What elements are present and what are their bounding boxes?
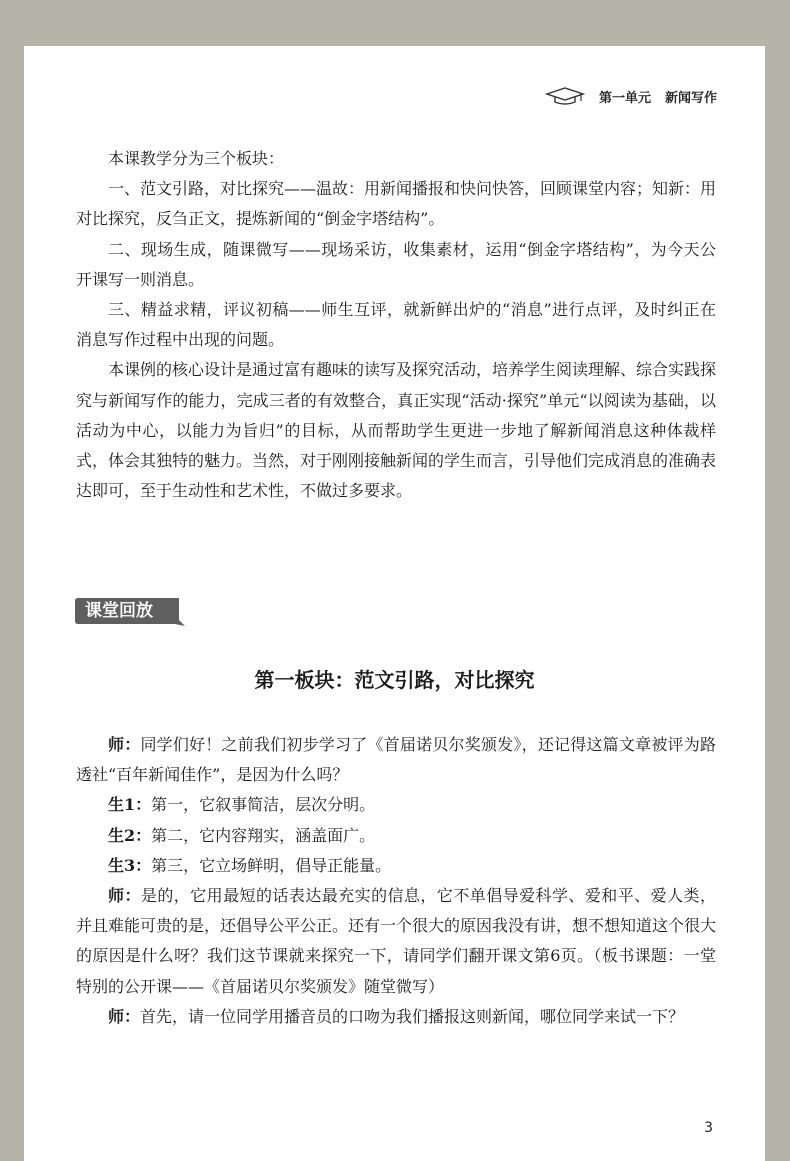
dialogue-line xyxy=(76,1002,716,1032)
dialogue-line xyxy=(76,851,716,881)
dialogue-line xyxy=(76,881,716,1002)
utterance: 第一，它叙事简洁，层次分明。 xyxy=(151,795,376,815)
speaker: 生3： xyxy=(108,855,152,875)
running-header xyxy=(545,86,717,106)
section-tag xyxy=(75,598,165,624)
speaker: 生1： xyxy=(108,795,152,815)
block-title: 第一板块：范文引路，对比探究 xyxy=(254,668,535,692)
dialogue xyxy=(76,730,716,1032)
utterance: 第二，它内容翔实，涵盖面广。 xyxy=(151,825,376,845)
dialogue-line xyxy=(76,821,716,851)
utterance: 同学们好！之前我们初步学习了《首届诺贝尔奖颁发》，还记得这篇文章被评为路透社“百年新闻佳作”，是因为什么吗？ xyxy=(76,735,716,785)
intro-paragraph: 二、现场生成，随课微写——现场采访，收集素材，运用“倒金字塔结构”，为今天公开课写一则消息。 xyxy=(76,239,716,289)
section-tag-label: 课堂回放 xyxy=(85,601,153,621)
dialogue-line xyxy=(76,730,716,790)
unit-label: 第一单元 xyxy=(598,90,651,106)
graduation-cap-icon xyxy=(545,86,585,106)
intro-text xyxy=(76,144,716,506)
intro-paragraph: 本课教学分为三个板块： xyxy=(108,149,285,168)
topic-label: 新闻写作 xyxy=(664,90,717,106)
page-number: 3 xyxy=(704,1120,713,1136)
intro-paragraph: 本课例的核心设计是通过富有趣味的读写及探究活动，培养学生阅读理解、综合实践探究与新闻写作的能力，完成三者的有效整合，真正实现“活动·探究”单元“以阅读为基础，以活动为中心，以能力为旨归”的目标，从而帮助学生更进一步地了解新闻消息这种体裁样式，体会其独特的魅力。当然，对于刚刚接触新闻的学生而言，引导他们完成消息的准确表达即可，至于生动性和艺术性，不做过多要求。 xyxy=(76,360,717,501)
dialogue-line xyxy=(76,790,716,820)
intro-paragraph: 三、精益求精，评议初稿——师生互评，就新鲜出炉的“消息”进行点评，及时纠正在消息写作过程中出现的问题。 xyxy=(76,300,716,350)
speaker: 生2： xyxy=(108,825,152,845)
utterance: 首先，请一位同学用播音员的口吻为我们播报这则新闻，哪位同学来试一下？ xyxy=(140,1006,685,1026)
intro-paragraph: 一、范文引路，对比探究——温故：用新闻播报和快问快答，回顾课堂内容；知新：用对比探究，反刍正文，提炼新闻的“倒金字塔结构”。 xyxy=(76,179,717,229)
utterance: 第三，它立场鲜明，倡导正能量。 xyxy=(151,855,392,875)
speaker: 师： xyxy=(108,735,141,754)
speaker: 师： xyxy=(108,1006,141,1026)
utterance: 是的，它用最短的话表达最充实的信息，它不单倡导爱科学、爱和平、爱人类，并且难能可贵的是，还倡导公平公正。还有一个很大的原因我没有讲，想不想知道这个很大的原因是什么呀？我们这节课就来探究一下，请同学们翻开课文第6页。（板书课题：一堂特别的公开课——《首届诺贝尔奖颁发》随堂微写） xyxy=(76,886,717,996)
page xyxy=(24,46,765,1161)
speaker: 师： xyxy=(108,886,141,906)
